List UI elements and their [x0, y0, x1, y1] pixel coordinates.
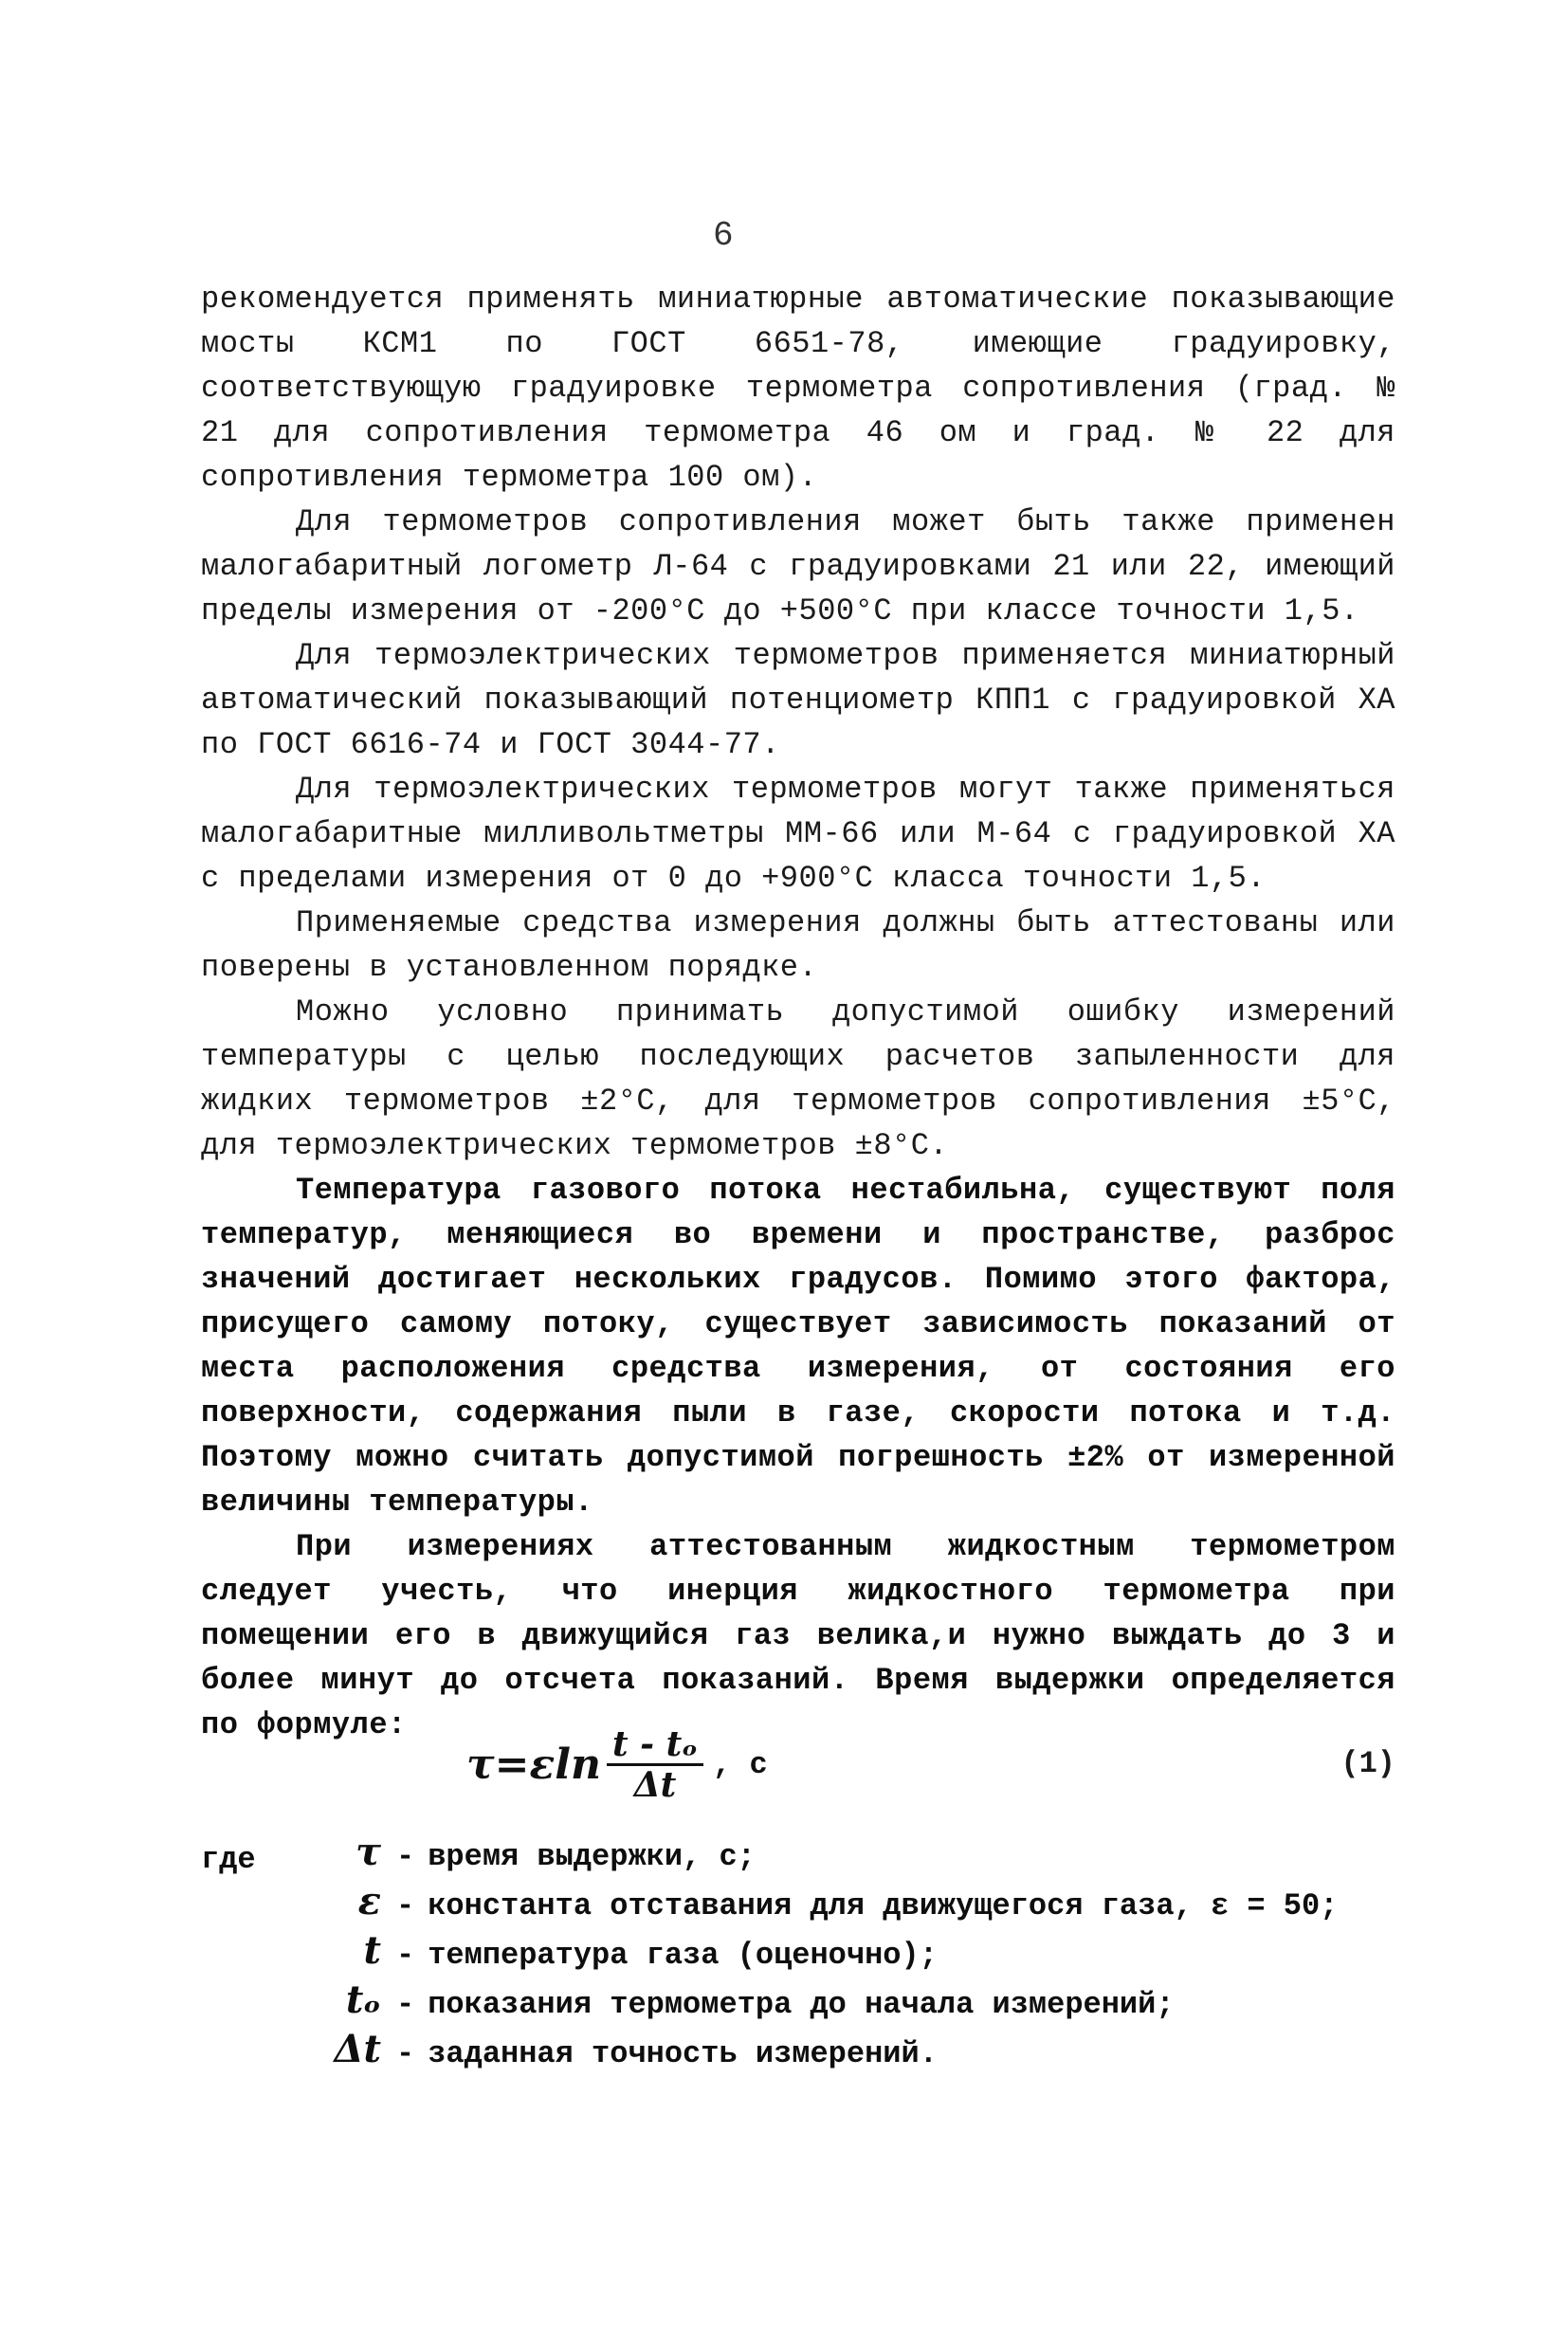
legend-item-delta-t: [277, 2027, 938, 2077]
legend-text: константа отставания для движущегося газа, ε = 50;: [428, 1888, 1339, 1923]
legend-dash: -: [396, 1938, 415, 1973]
paragraph-8: При измерениях аттестованным жидкостным термометром следует учесть, что инерция жидкостного термометра при помещении его в движущийся газ велика,и нужно выждать до 3 и более минут до отсчета показаний. Время выдержки определяется по формуле:: [201, 1529, 1395, 1742]
paragraph-5: Применяемые средства измерения должны быть аттестованы или поверены в установленном порядке.: [201, 905, 1395, 985]
formula-fraction: [607, 1725, 703, 1804]
legend-symbol: Δt: [334, 2027, 381, 2071]
equation-number: (1): [1340, 1746, 1395, 1781]
legend-item-tau: [277, 1830, 756, 1880]
paragraph-3: Для термоэлектрических термометров применяется миниатюрный автоматический показывающий потенциометр КПП1 с градуировкой ХА по ГОСТ 6616-74 и ГОСТ 3044-77.: [201, 638, 1395, 762]
formula-row: [201, 1725, 1395, 1811]
legend-item-epsilon: [277, 1879, 1338, 1929]
legend-dash: -: [396, 1839, 415, 1874]
legend-text: время выдержки, с;: [428, 1839, 756, 1874]
legend-dash: -: [396, 1888, 415, 1923]
legend-dash: -: [396, 1987, 415, 2022]
legend-intro: где: [201, 1842, 256, 1877]
hold-time-formula: [466, 1725, 768, 1804]
formula-lhs: τ: [466, 1740, 495, 1789]
formula-ln: ln: [555, 1740, 601, 1789]
formula-denominator: Δt: [633, 1765, 677, 1805]
legend-symbol: t: [363, 1928, 381, 1973]
paragraph-1: рекомендуется применять миниатюрные автоматические показывающие мосты КСМ1 по ГОСТ 6651-78, имеющие градуировку, соответствующую градуировке термометра сопротивления (град. № 21 для сопротивления термометра 46 ом и град. № 22 для сопротивления термометра 100 ом).: [201, 282, 1395, 495]
legend-symbol: tₒ: [345, 1977, 381, 2022]
page-number: 6: [713, 216, 734, 255]
legend-text: показания термометра до начала измерений;: [428, 1987, 1175, 2022]
legend-symbol: τ: [356, 1830, 381, 1874]
body-text: [201, 277, 1395, 1747]
formula-unit: , с: [713, 1747, 768, 1782]
legend-dash: -: [396, 2036, 415, 2071]
legend-text: заданная точность измерений.: [428, 2036, 938, 2071]
paragraph-6: Можно условно принимать допустимой ошибку измерений температуры с целью последующих расчетов запыленности для жидких термометров ±2°С, для термометров сопротивления ±5°С, для термоэлектрических термометров ±8°С.: [201, 994, 1395, 1163]
formula-numerator: t - tₒ: [607, 1725, 703, 1766]
formula-coef: ε: [529, 1740, 556, 1789]
formula-equals: =: [494, 1740, 530, 1789]
legend-text: температура газа (оценочно);: [428, 1938, 938, 1973]
legend-item-t0: [277, 1977, 1175, 2028]
legend-symbol: ε: [357, 1879, 381, 1923]
legend-item-t: [277, 1928, 938, 1978]
paragraph-2: Для термометров сопротивления может быть также применен малогабаритный логометр Л-64 с градуировками 21 или 22, имеющий пределы измерения от -200°С до +500°С при классе точности 1,5.: [201, 504, 1395, 629]
paragraph-4: Для термоэлектрических термометров могут также применяться малогабаритные милливольтметры ММ-66 или М-64 с градуировкой ХА с пределами измерения от 0 до +900°С класса точности 1,5.: [201, 772, 1395, 896]
paragraph-7: Температура газового потока нестабильна, существуют поля температур, меняющиеся во времени и пространстве, разброс значений достигает нескольких градусов. Помимо этого фактора, присущего самому потоку, существует зависимость показаний от места расположения средства измерения, от состояния его поверхности, содержания пыли в газе, скорости потока и т.д. Поэтому можно считать допустимой погрешность ±2% от измеренной величины температуры.: [201, 1173, 1395, 1520]
